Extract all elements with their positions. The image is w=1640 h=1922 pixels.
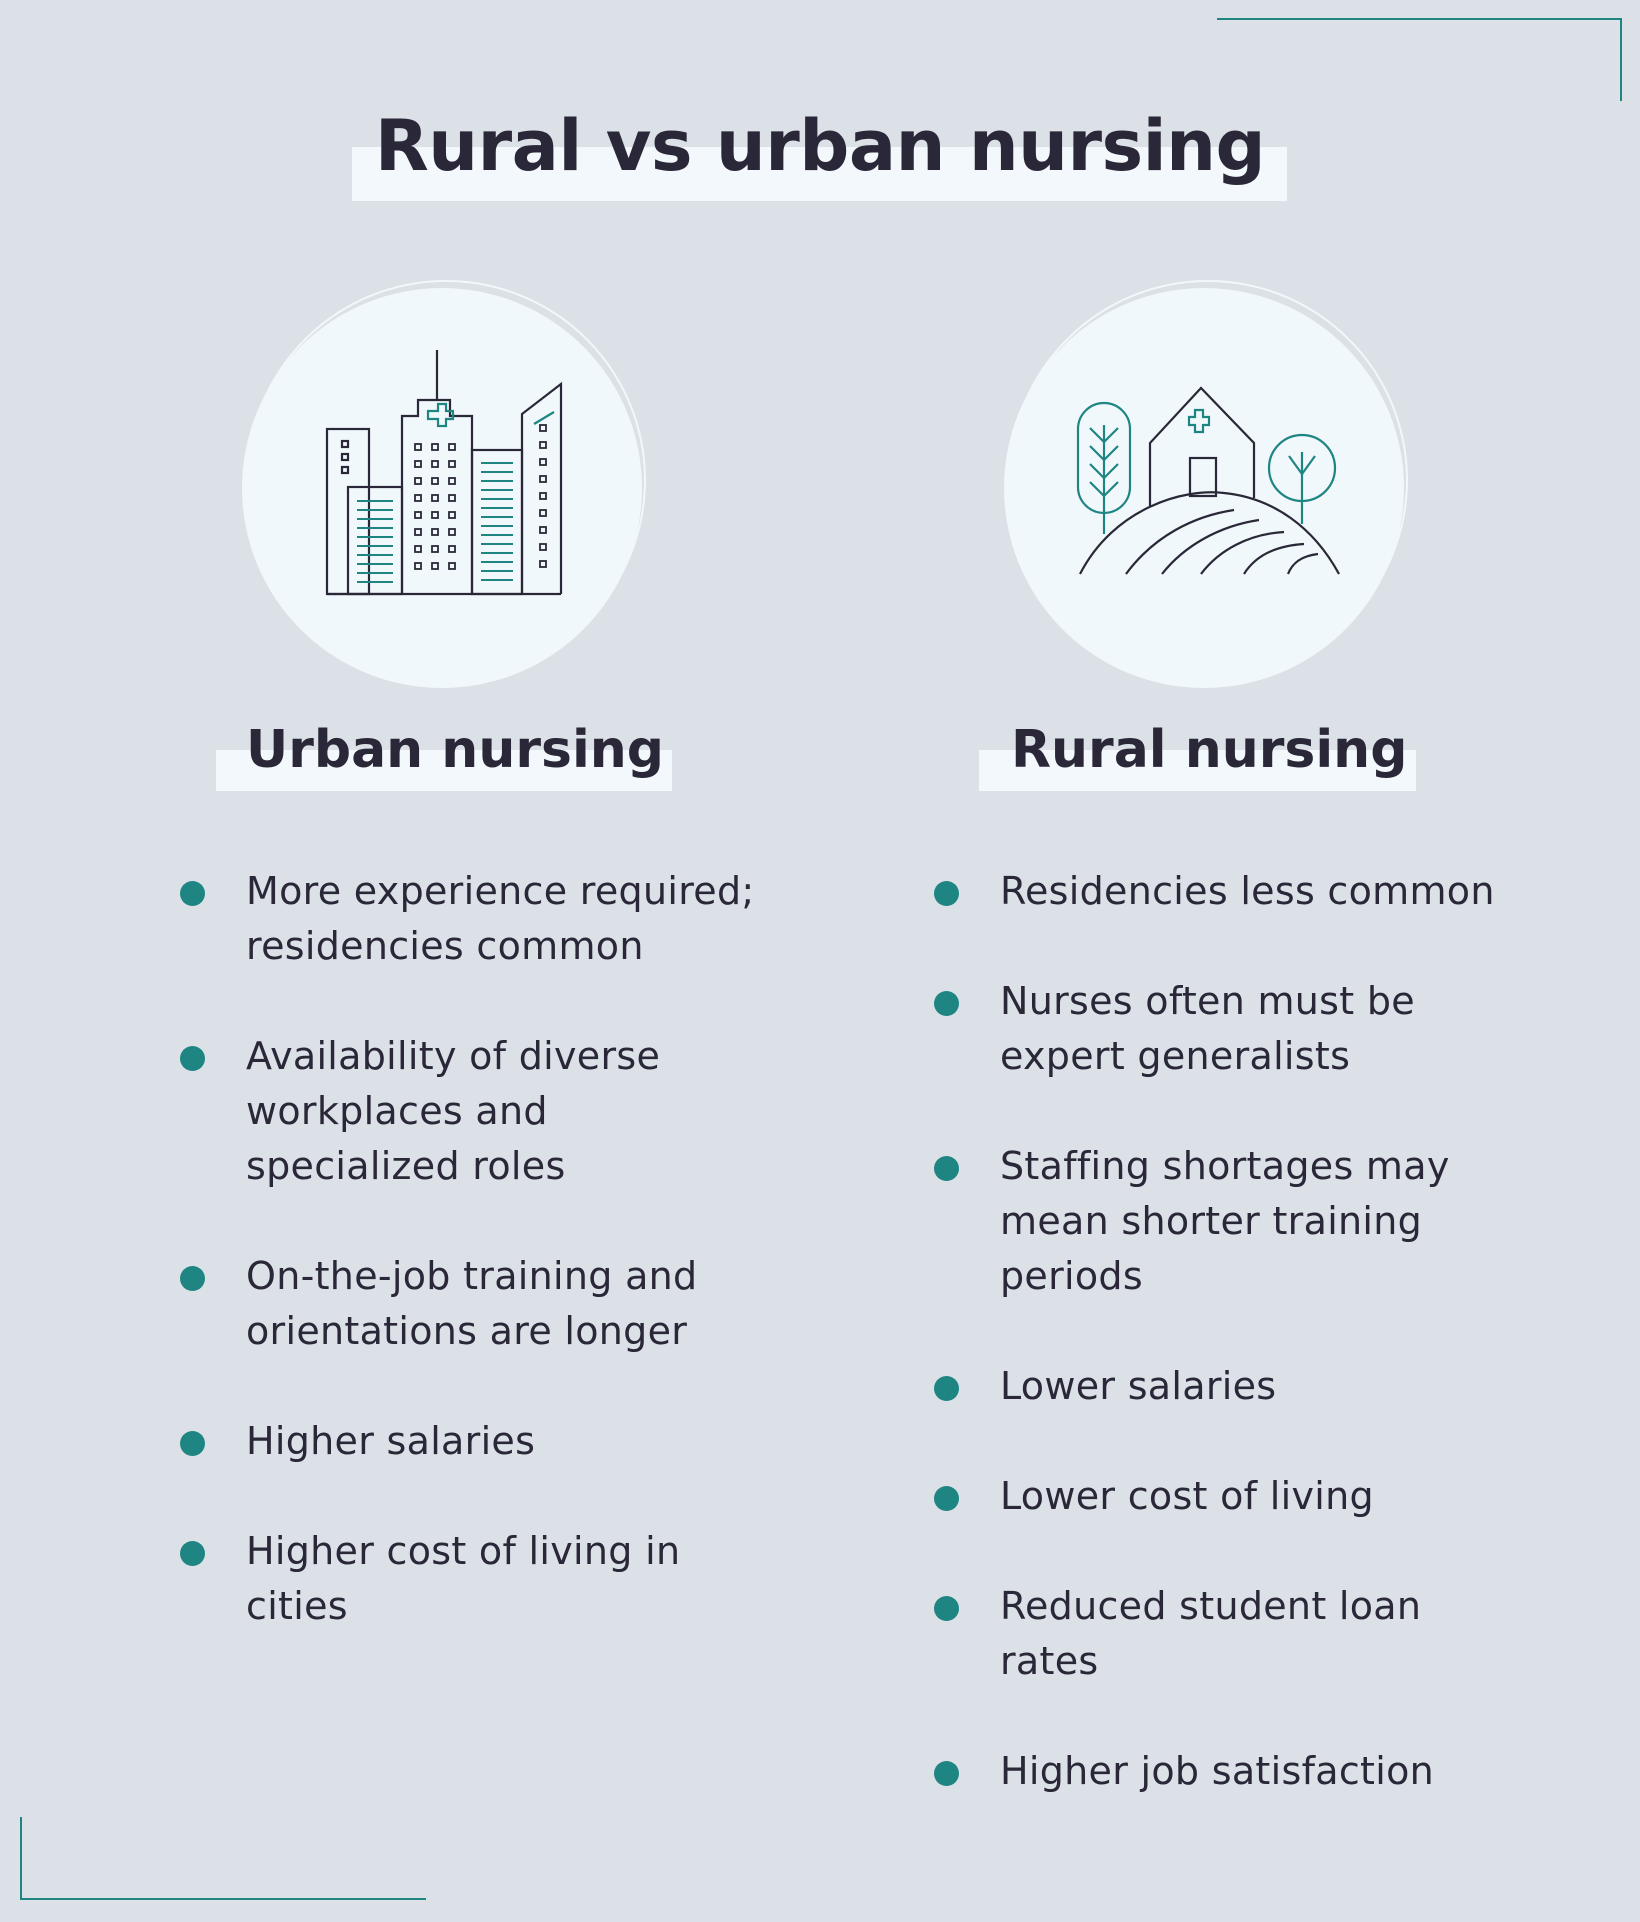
urban-list (180, 864, 800, 1689)
list-item: Residencies less common (934, 864, 1554, 919)
list-item: Reduced student loan rates (934, 1579, 1500, 1689)
bullet-icon (934, 991, 959, 1016)
corner-decoration-top-right (1217, 18, 1622, 101)
bullet-icon (934, 1156, 959, 1181)
bullet-icon (180, 1541, 205, 1566)
list-item: Lower cost of living (934, 1469, 1554, 1524)
bullet-icon (180, 1046, 205, 1071)
bullet-icon (934, 1761, 959, 1786)
rural-house-trees-icon (1004, 288, 1404, 688)
list-item: Lower salaries (934, 1359, 1554, 1414)
rural-list (934, 864, 1554, 1854)
list-item: Higher cost of living in cities (180, 1524, 786, 1634)
list-item: More experience required; residencies common (180, 864, 800, 974)
list-item: Staffing shortages may mean shorter training periods (934, 1139, 1520, 1304)
bullet-icon (934, 1486, 959, 1511)
list-item: Higher job satisfaction (934, 1744, 1554, 1799)
corner-decoration-bottom-left (20, 1817, 426, 1900)
bullet-icon (934, 1376, 959, 1401)
list-item: Nurses often must be expert generalists (934, 974, 1500, 1084)
list-item: Higher salaries (180, 1414, 800, 1469)
city-buildings-icon (242, 288, 642, 688)
list-item: Availability of diverse workplaces and specialized roles (180, 1029, 716, 1194)
bullet-icon (180, 1266, 205, 1291)
bullet-icon (934, 1596, 959, 1621)
bullet-icon (934, 881, 959, 906)
bullet-icon (180, 1431, 205, 1456)
page-title: Rural vs urban nursing (374, 105, 1266, 187)
urban-heading: Urban nursing (246, 720, 665, 780)
bullet-icon (180, 881, 205, 906)
list-item: On-the-job training and orientations are longer (180, 1249, 806, 1359)
rural-heading: Rural nursing (1011, 720, 1408, 780)
